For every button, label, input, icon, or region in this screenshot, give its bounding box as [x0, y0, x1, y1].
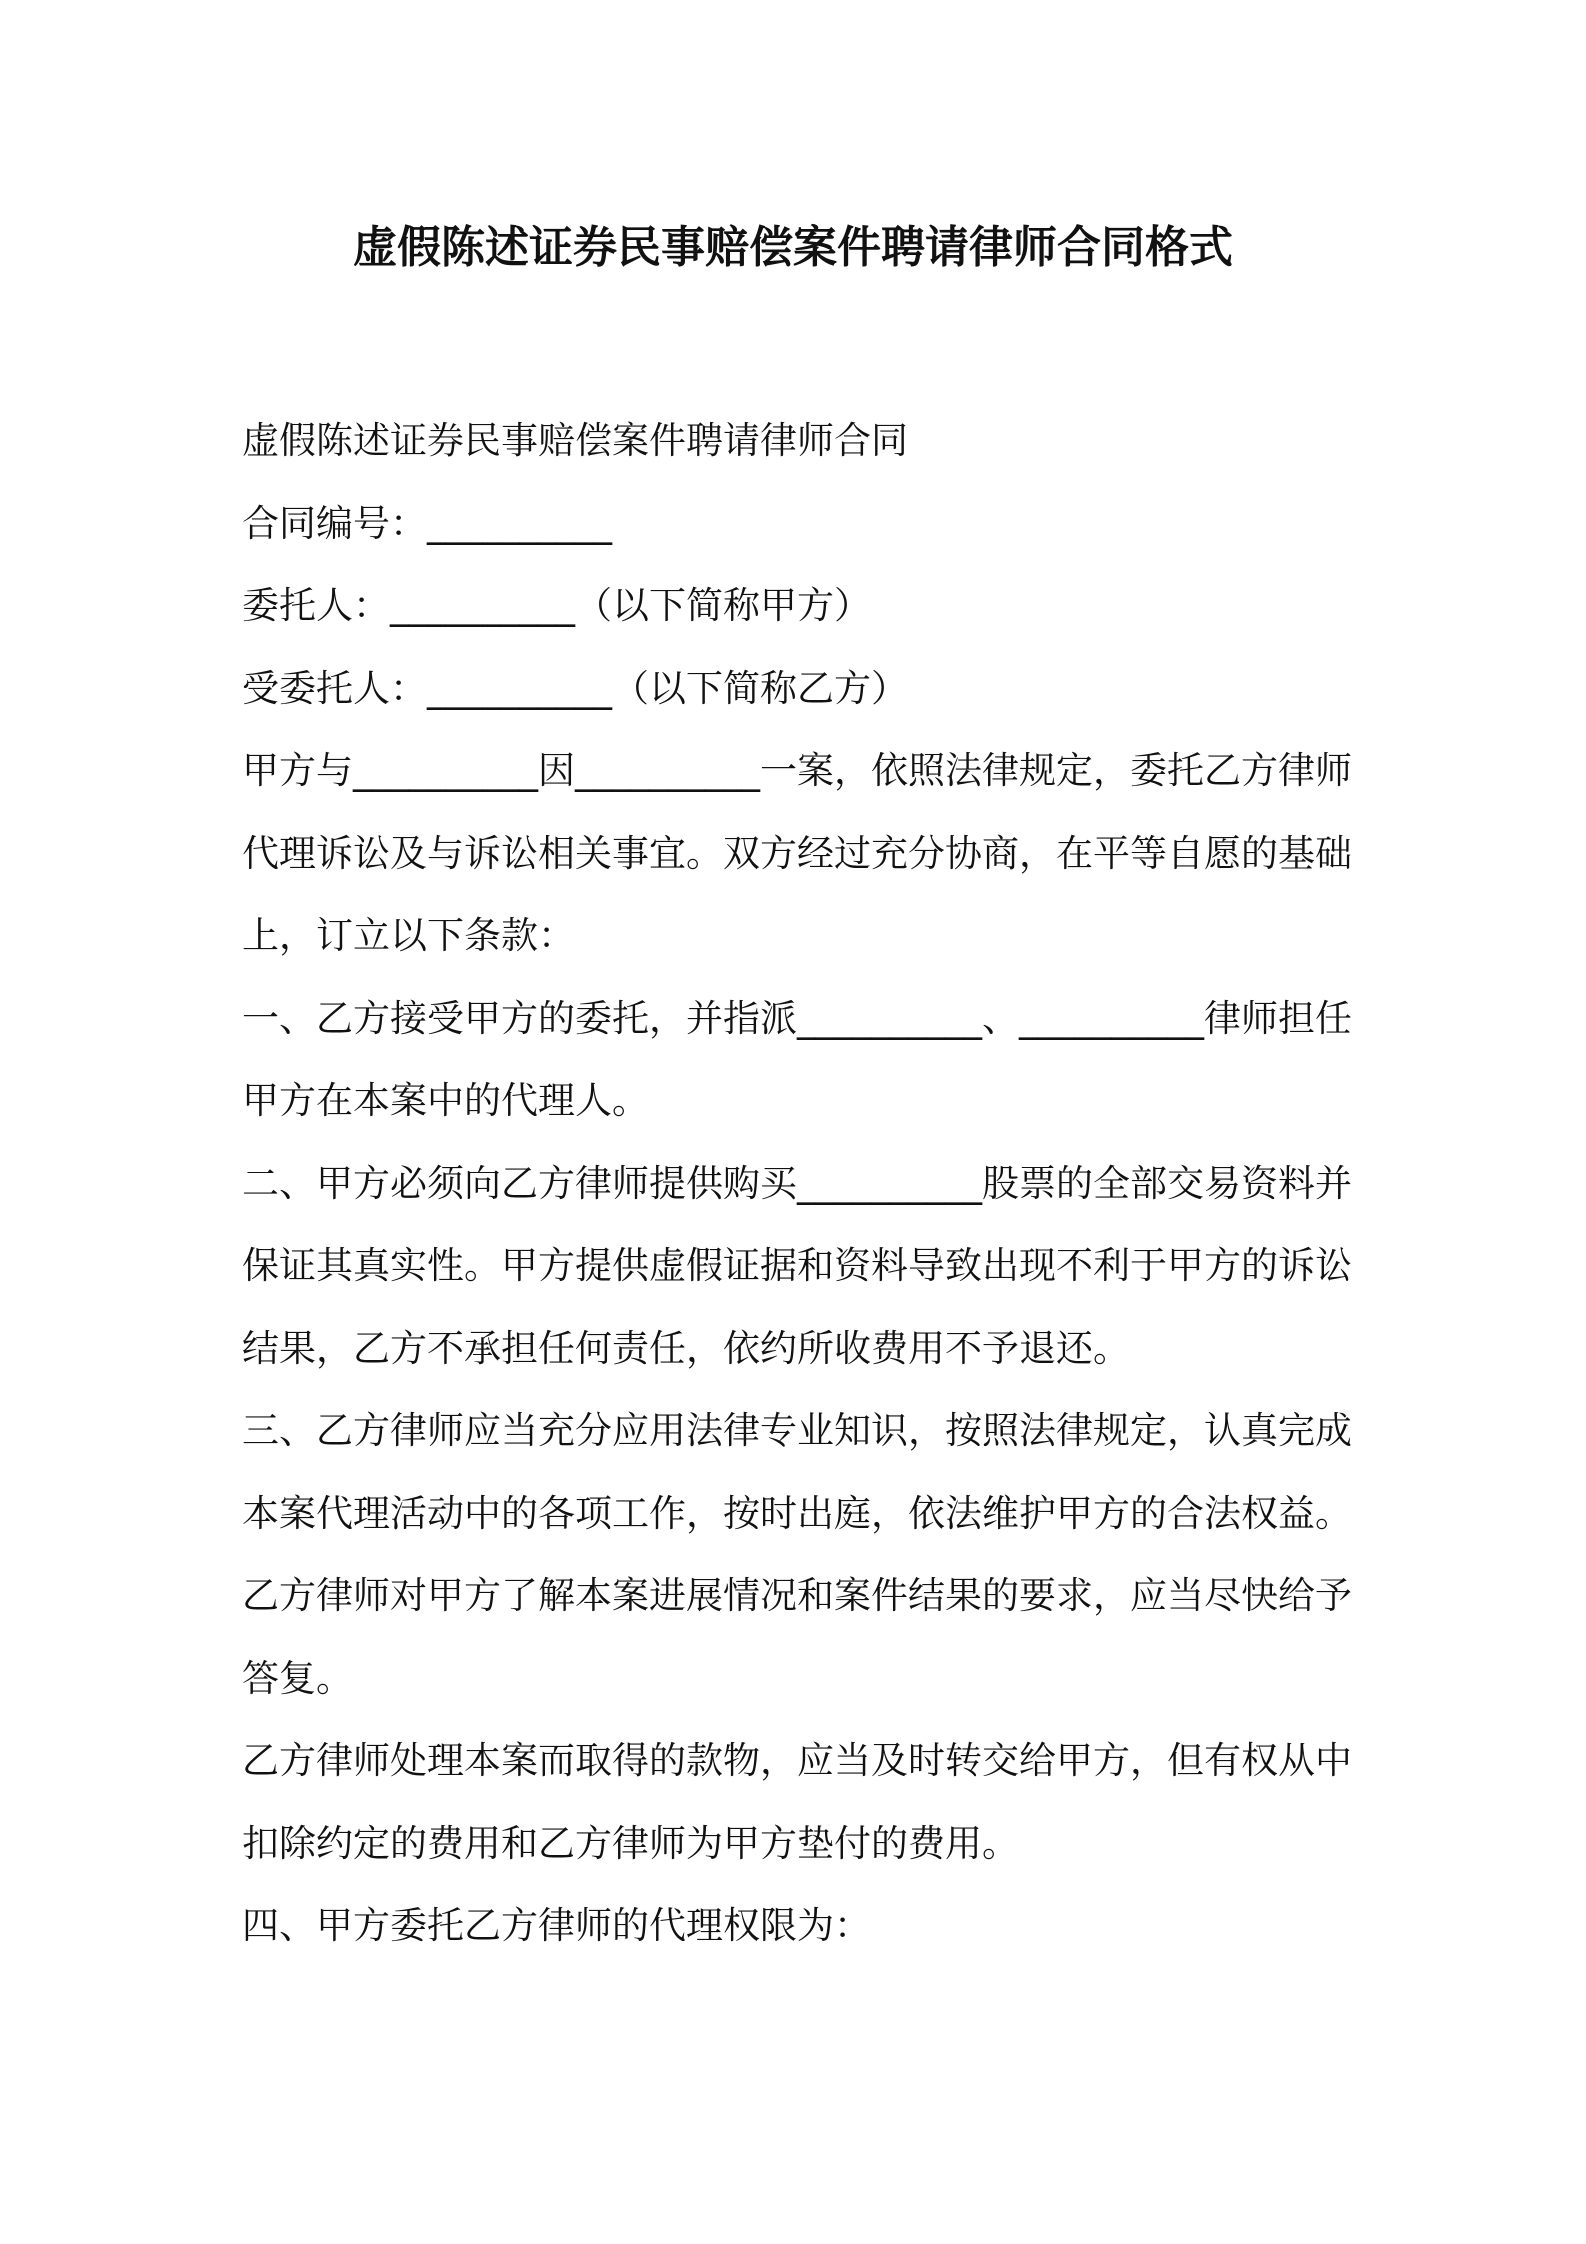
- client-line: 委托人：__________（以下简称甲方）: [242, 584, 871, 627]
- clause-3-line: 答复。: [242, 1656, 353, 1700]
- contract-name-line: 虚假陈述证券民事赔偿案件聘请律师合同: [242, 419, 908, 462]
- clause-3-line: 三、乙方律师应当充分应用法律专业知识，按照法律规定，认真完成: [242, 1409, 1352, 1452]
- document-body: [242, 400, 1362, 1968]
- clause-3-line: 乙方律师对甲方了解本案进展情况和案件结果的要求，应当尽快给予: [242, 1574, 1352, 1617]
- clause-1-line: 一、乙方接受甲方的委托，并指派__________、__________律师担任: [242, 996, 1352, 1040]
- clause-3-line: 扣除约定的费用和乙方律师为甲方垫付的费用。: [242, 1821, 1019, 1865]
- clause-3-line: 本案代理活动中的各项工作，按时出庭，依法维护甲方的合法权益。: [242, 1491, 1352, 1535]
- clause-2-line: 保证其真实性。甲方提供虚假证据和资料导致出现不利于甲方的诉讼: [242, 1244, 1352, 1287]
- paragraph-line: 甲方与__________因__________一案，依照法律规定，委托乙方律师: [242, 749, 1352, 792]
- paragraph-line: 上，订立以下条款：: [242, 914, 575, 957]
- contract-number-line: 合同编号：__________: [242, 501, 612, 545]
- document-title: 虚假陈述证券民事赔偿案件聘请律师合同格式: [353, 222, 1233, 273]
- paragraph-line: 代理诉讼及与诉讼相关事宜。双方经过充分协商，在平等自愿的基础: [242, 831, 1352, 875]
- clause-4-line: 四、甲方委托乙方律师的代理权限为：: [242, 1904, 871, 1947]
- clause-2-line: 二、甲方必须向乙方律师提供购买__________股票的全部交易资料并: [242, 1161, 1352, 1205]
- clause-3-line: 乙方律师处理本案而取得的款物，应当及时转交给甲方，但有权从中: [242, 1739, 1352, 1782]
- clause-1-line: 甲方在本案中的代理人。: [242, 1079, 649, 1122]
- trustee-line: 受委托人：__________（以下简称乙方）: [242, 666, 908, 710]
- clause-2-line: 结果，乙方不承担任何责任，依约所收费用不予退还。: [242, 1326, 1130, 1370]
